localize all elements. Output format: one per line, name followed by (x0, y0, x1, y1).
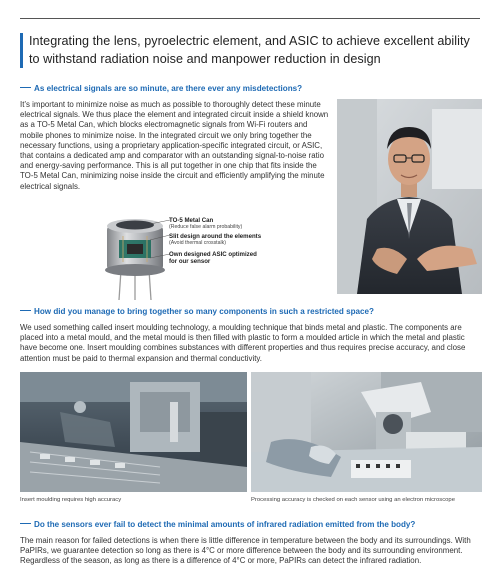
heading-dash (20, 523, 31, 524)
callout-slit-design: Slit design around the elements (Avoid thermal crosstalk) (169, 233, 262, 246)
insert-moulding-photo (20, 372, 247, 492)
section-body-failed-detection: The main reason for failed detections is when there is little difference in temperature between the body and its surroundings. With PaPIRs, we guarantee detection so long as there is 4°C or more difference between the body and its surrounding environment. Regardless of the season, as long as there is a difference of 4°C or more, PaPIRs can detect the infrared radiation. (20, 536, 471, 566)
heading-dash (20, 310, 31, 311)
section-heading-text: Do the sensors ever fail to detect the minimal amounts of infrared radiation emitted from the body? (34, 520, 416, 529)
article-title-block (20, 33, 482, 68)
section-body-misdetections: It’s important to minimize noise as much as possible to thoroughly detect these minute electrical signals. We thus place the element and integrated circuit inside a shield known as a TO-5 Metal Can, which blocks electromagnetic signals from Wi-Fi routers and mobile phones to minimize noise. In the integrated circuit we only bring together the necessary functions, using a proprietary application-specific integrated circuit, or ASIC, that contains a dedicated amp and comparator with an outstanding signal-to-noise ratio and energy-saving performance. This is all put together in one chip that fits inside the TO-5 Metal Can, minimizing noise inside the circuit and efficiently amplifying the minute electrical signals. (20, 100, 329, 191)
heading-dash (20, 87, 31, 88)
section-heading-text: As electrical signals are so minute, are there ever any misdetections? (34, 84, 303, 93)
callout-asic: Own designed ASIC optimized for our sensor (169, 251, 257, 265)
caption-microscope: Processing accuracy is checked on each sensor using an electron microscope (251, 497, 455, 503)
title-accent-bar (20, 33, 23, 68)
article-title: Integrating the lens, pyroelectric element, and ASIC to achieve excellent ability to withstand radiation noise and manpower reduction in design (29, 34, 470, 66)
callout-metal-can: TO-5 Metal Can (Reduce false alarm probability) (169, 217, 243, 230)
caption-insert-moulding: Insert moulding requires high accuracy (20, 497, 122, 503)
section-heading-misdetections (20, 84, 302, 93)
section-heading-failed-detection (20, 520, 415, 529)
section-heading-text: How did you manage to bring together so many components in such a restricted space? (34, 307, 374, 316)
section-body-components: We used something called insert moulding technology, a moulding technique that binds metal and plastic. The components are placed into a metal mould, and the metal mould is then filled with plastic to form a moulded article in which the metal and plastic have become one. Insert moulding combines substances with different properties and thus requires precise accuracy, and close attention must be paid to thermal expansion and thermal conductivity. (20, 323, 466, 363)
section-heading-components (20, 307, 374, 316)
microscope-inspection-photo (251, 372, 482, 492)
top-rule (20, 18, 480, 19)
engineer-portrait-photo (337, 99, 482, 294)
